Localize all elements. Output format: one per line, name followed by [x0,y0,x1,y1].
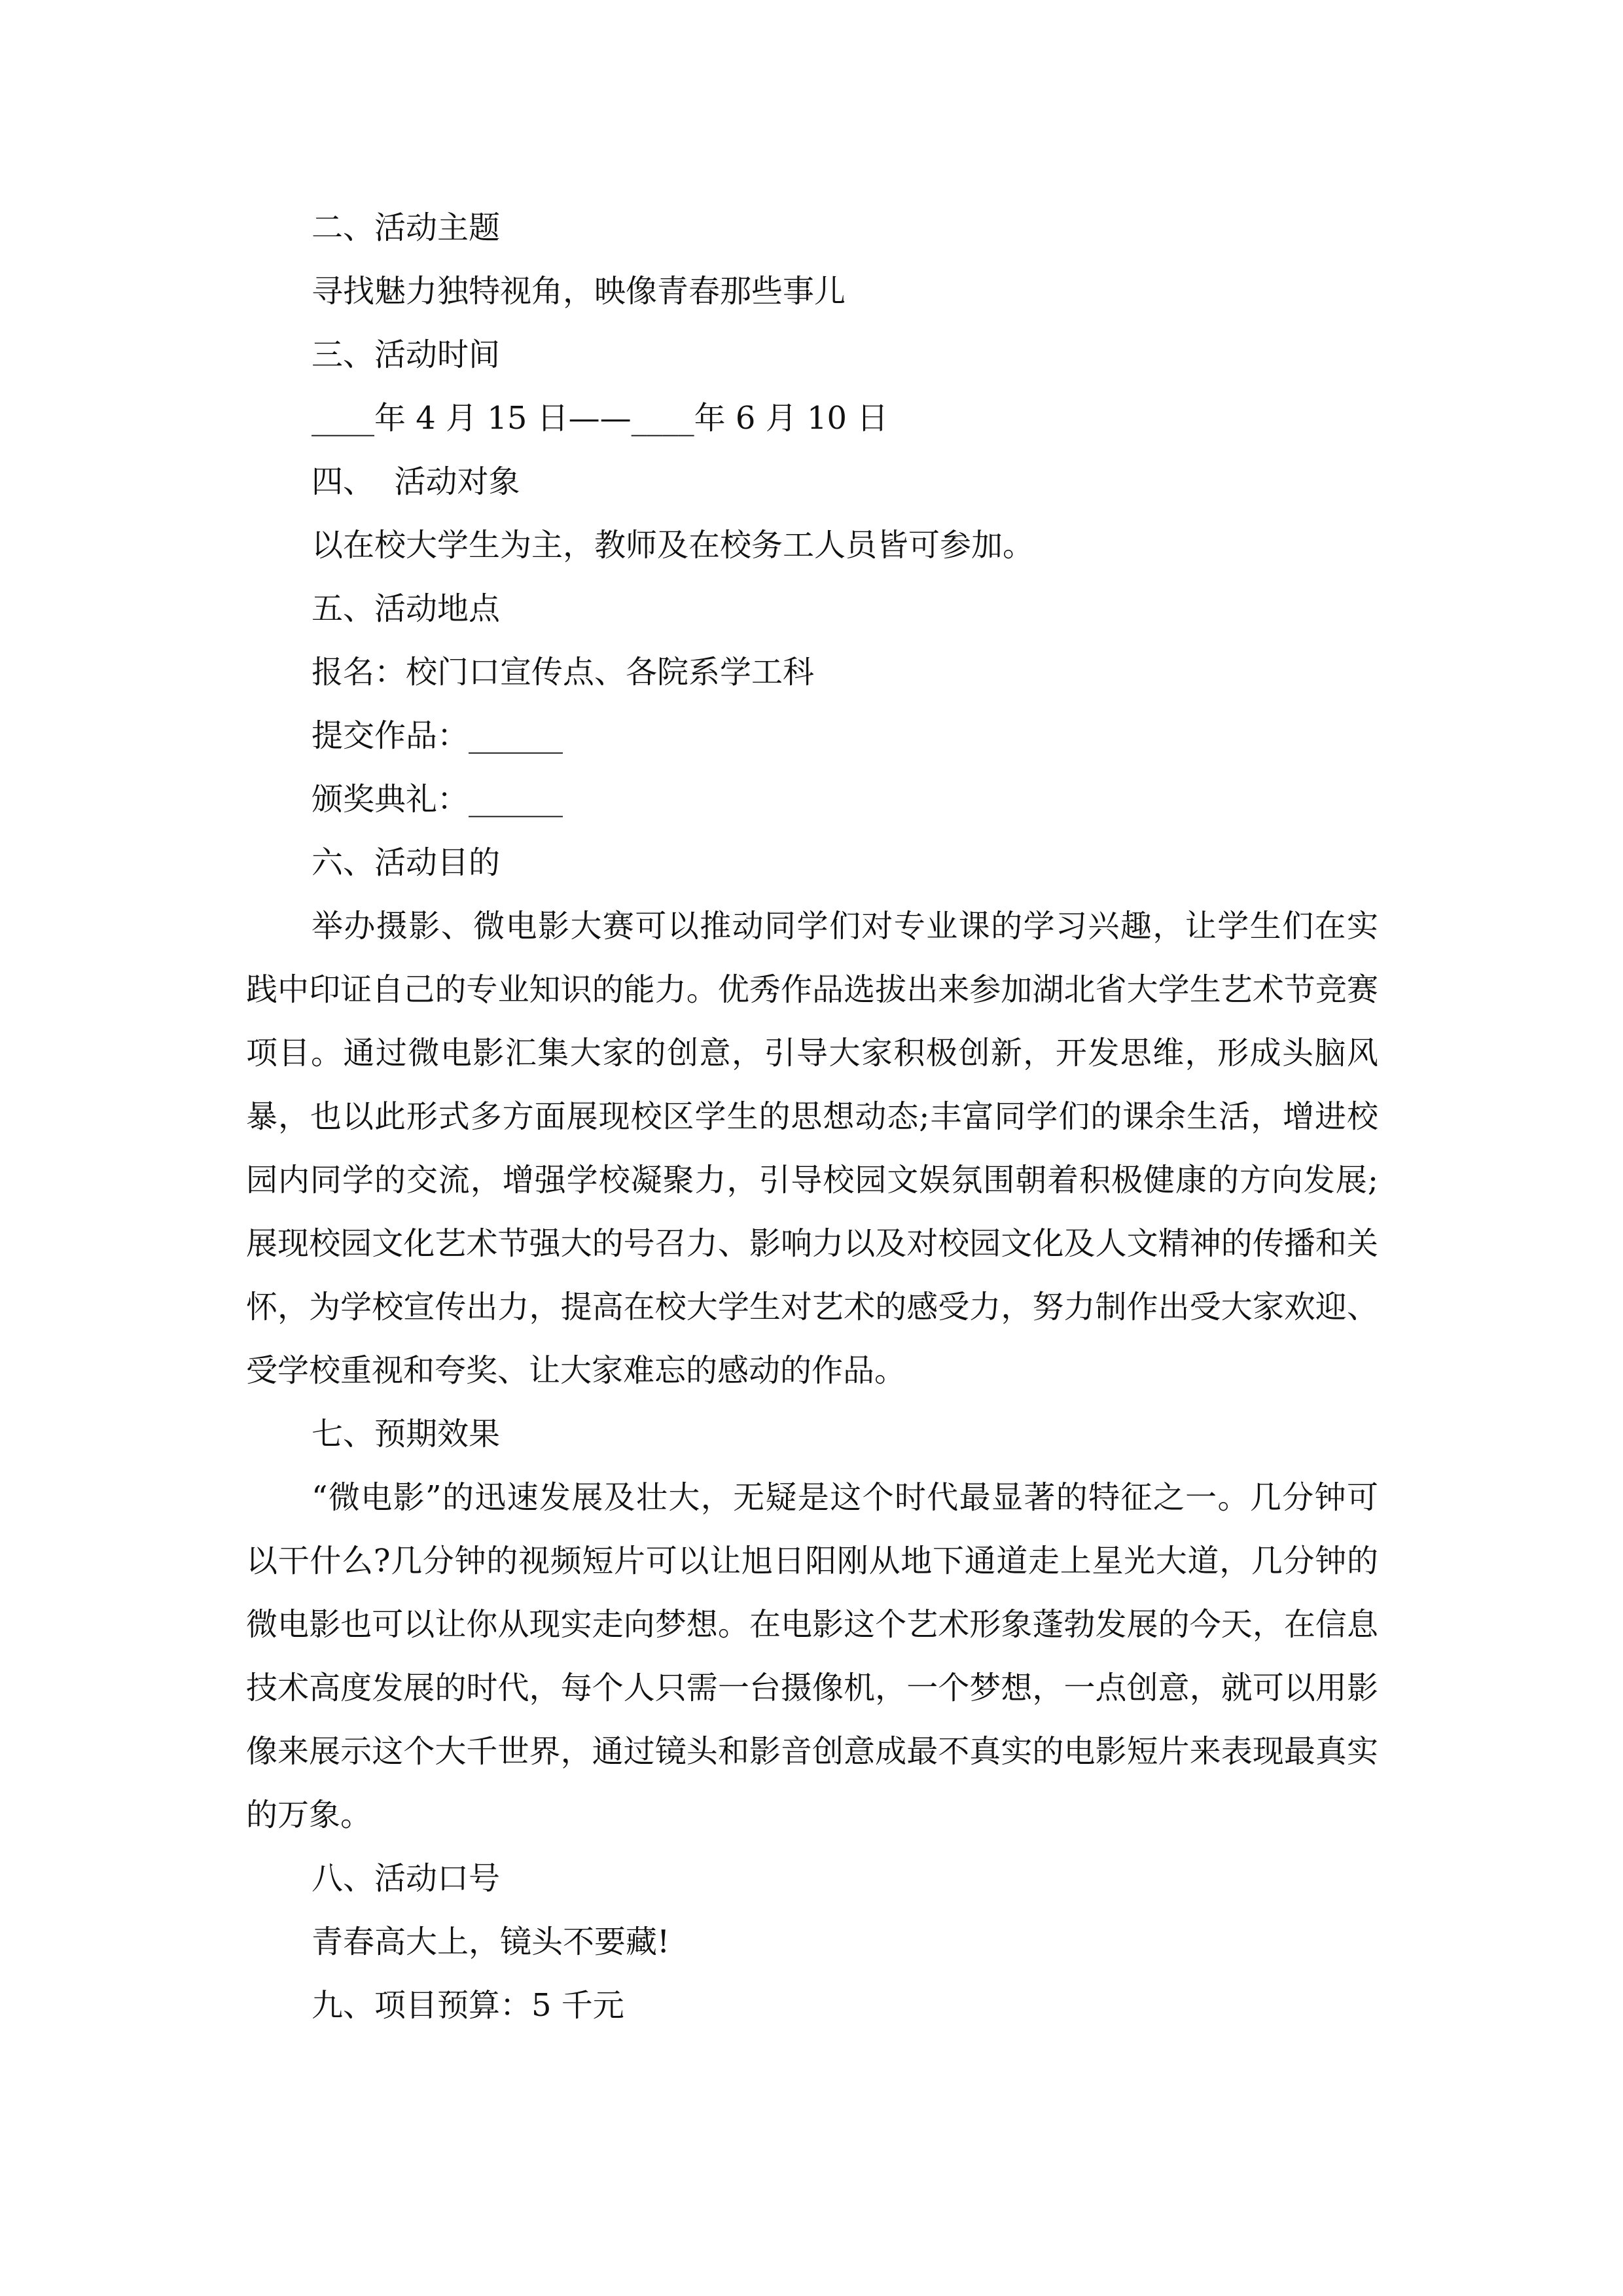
theme-text: 寻找魅力独特视角，映像青春那些事儿 [312,273,846,310]
section-heading-effect: 七、预期效果 [312,1416,501,1452]
purpose-paragraph: 举办摄影、微电影大赛可以推动同学们对专业课的学习兴趣，让学生们在实践中印证自己的专业知识的能力。优秀作品选拔出来参加湖北省大学生艺术节竞赛项目。通过微电影汇集大家的创意，引导大家积极创新，开发思维，形成头脑风暴，也以此形式多方面展现校区学生的思想动态;丰富同学们的课余生活，增进校园内同学的交流，增强学校凝聚力，引导校园文娱氛围朝着积极健康的方向发展;展现校园文化艺术节强大的号召力、影响力以及对校园文化及人文精神的传播和关怀，为学校宣传出力，提高在校大学生对艺术的感受力，努力制作出受大家欢迎、受学校重视和夸奖、让大家难忘的感动的作品。 [246,908,1378,1389]
section-heading-time: 三、活动时间 [312,336,501,373]
section-heading-purpose: 六、活动目的 [312,844,501,881]
target-text: 以在校大学生为主，教师及在校务工人员皆可参加。 [312,527,1035,564]
section-heading-theme: 二、活动主题 [312,209,501,246]
section-heading-target: 四、 活动对象 [312,463,520,500]
location-ceremony: 颁奖典礼：______ [312,781,563,817]
location-submit: 提交作品：______ [312,717,563,754]
effect-paragraph: “微电影”的迅速发展及壮大，无疑是这个时代最显著的特征之一。几分钟可以干什么?几分钟的视频短片可以让旭日阳刚从地下通道走上星光大道，几分钟的微电影也可以让你从现实走向梦想。在电影这个艺术形象蓬勃发展的今天，在信息技术高度发展的时代，每个人只需一台摄像机，一个梦想，一点创意，就可以用影像来展示这个大千世界，通过镜头和影音创意成最不真实的电影短片来表现最真实的万象。 [246,1479,1378,1833]
slogan-text: 青春高大上，镜头不要藏! [312,1924,670,1960]
section-heading-location: 五、活动地点 [312,590,501,627]
section-heading-slogan: 八、活动口号 [312,1860,501,1897]
document-body [246,196,1378,2037]
time-text: ____年 4 月 15 日——____年 6 月 10 日 [312,400,889,437]
section-heading-budget: 九、项目预算：5 千元 [312,1987,624,2024]
location-signup: 报名：校门口宣传点、各院系学工科 [312,654,815,691]
